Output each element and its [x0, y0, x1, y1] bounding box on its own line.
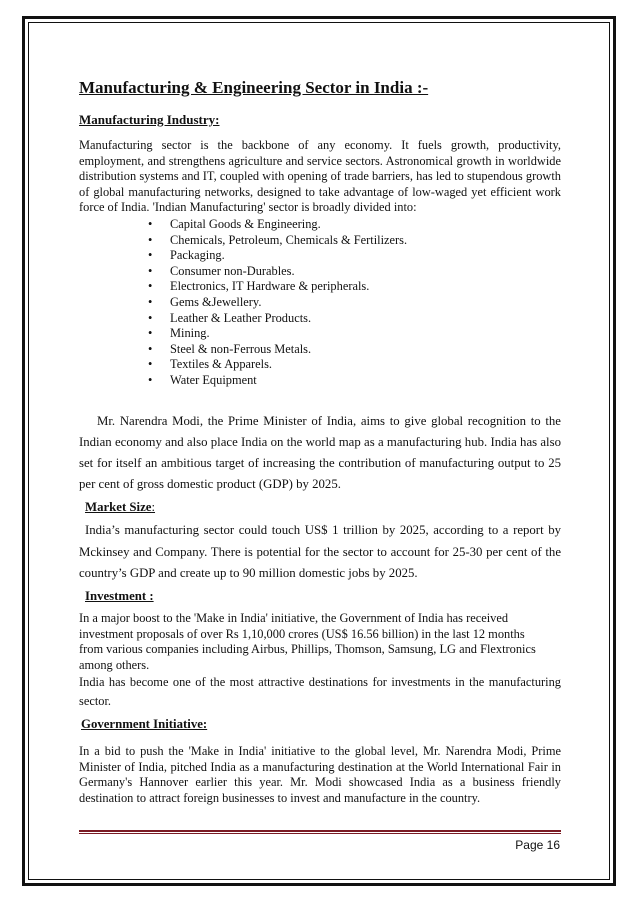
- manufacturing-heading: Manufacturing Industry:: [79, 112, 220, 127]
- sector-list-item: [144, 279, 561, 295]
- investment-line: among others.: [79, 657, 150, 672]
- bullet-icon: •: [148, 372, 153, 387]
- sector-label: Capital Goods & Engineering.: [170, 216, 321, 231]
- sector-list-item: [144, 326, 561, 342]
- page-number: Page 16: [515, 838, 560, 852]
- sector-list-item: [144, 295, 561, 311]
- market-size-colon: :: [151, 500, 156, 515]
- page-title: Manufacturing & Engineering Sector in India :-: [79, 78, 429, 97]
- sector-label: Electronics, IT Hardware & peripherals.: [170, 279, 370, 294]
- sector-list-item: [144, 248, 561, 264]
- sector-list-item: [144, 373, 561, 389]
- sector-list-item: [144, 264, 561, 280]
- investment-line: investment proposals of over Rs 1,10,000 crores (US$ 16.56 billion) in the last 12 months: [79, 626, 525, 641]
- sector-label: Consumer non-Durables.: [170, 263, 295, 278]
- bullet-icon: •: [148, 294, 153, 309]
- government-heading: Government Initiative:: [81, 717, 208, 732]
- sector-list: [144, 217, 561, 389]
- bullet-icon: •: [148, 326, 153, 341]
- bullet-icon: •: [148, 357, 153, 372]
- bullet-icon: •: [148, 279, 153, 294]
- modi-paragraph: Mr. Narendra Modi, the Prime Minister of India, aims to give global recognition to the Indian economy and also place India on the world map as a manufacturing hub. India has also set for itself an ambitious target of increasing the contribution of manufacturing output to 25 per cent of gross domestic product (GDP) by 2025.: [79, 413, 561, 492]
- sector-list-item: [144, 342, 561, 358]
- market-size-heading: Market Size: [85, 500, 152, 515]
- investment-paragraph-2: India has become one of the most attractive destinations for investments in the manufacturing sector.: [79, 675, 561, 709]
- bullet-icon: •: [148, 248, 153, 263]
- sector-list-item: [144, 217, 561, 233]
- manufacturing-paragraph: Manufacturing sector is the backbone of any economy. It fuels growth, productivity, employment, and strengthens agriculture and service sectors. Astronomical growth in worldwide distribution systems and IT, coupled with opening of trade barriers, has led to stupendous growth of global manufacturing networks, designed to take advantage of low-waged yet efficient work force of India. 'Indian Manufacturing' sector is broadly divided into:: [79, 138, 561, 215]
- sector-label: Water Equipment: [170, 372, 257, 387]
- market-size-heading-row: [85, 500, 561, 515]
- investment-lines: [79, 611, 561, 673]
- investment-line: In a major boost to the 'Make in India' initiative, the Government of India has received: [79, 610, 509, 625]
- investment-heading: Investment :: [85, 588, 154, 603]
- document-body: [79, 78, 561, 807]
- bullet-icon: •: [148, 216, 153, 231]
- government-paragraph: In a bid to push the 'Make in India' initiative to the global level, Mr. Narendra Modi, Prime Minister of India, pitched India as a manufacturing destination at the World International Fair in Germany's Hannover earlier this year. Mr. Modi showcased India as a business friendly destination to attract foreign businesses to invest and manufacture in the country.: [79, 744, 561, 806]
- sector-label: Chemicals, Petroleum, Chemicals & Fertilizers.: [170, 232, 408, 247]
- sector-list-item: [144, 357, 561, 373]
- sector-label: Mining.: [170, 326, 210, 341]
- bullet-icon: •: [148, 232, 153, 247]
- sector-label: Gems &Jewellery.: [170, 294, 262, 309]
- footer-rule: [79, 830, 561, 832]
- investment-line: from various companies including Airbus, Phillips, Thomson, Samsung, LG and Flextronics: [79, 642, 536, 657]
- market-size-paragraph: India’s manufacturing sector could touch US$ 1 trillion by 2025, according to a report by Mckinsey and Company. There is potential for the sector to account for 25-30 per cent of the country’s GDP and create up to 90 million domestic jobs by 2025.: [79, 523, 561, 580]
- bullet-icon: •: [148, 263, 153, 278]
- bullet-icon: •: [148, 310, 153, 325]
- bullet-icon: •: [148, 341, 153, 356]
- sector-label: Steel & non-Ferrous Metals.: [170, 341, 312, 356]
- sector-label: Packaging.: [170, 248, 225, 263]
- footer-rule-thin: [79, 833, 561, 834]
- sector-list-item: [144, 233, 561, 249]
- sector-label: Leather & Leather Products.: [170, 310, 312, 325]
- sector-label: Textiles & Apparels.: [170, 357, 273, 372]
- sector-list-item: [144, 311, 561, 327]
